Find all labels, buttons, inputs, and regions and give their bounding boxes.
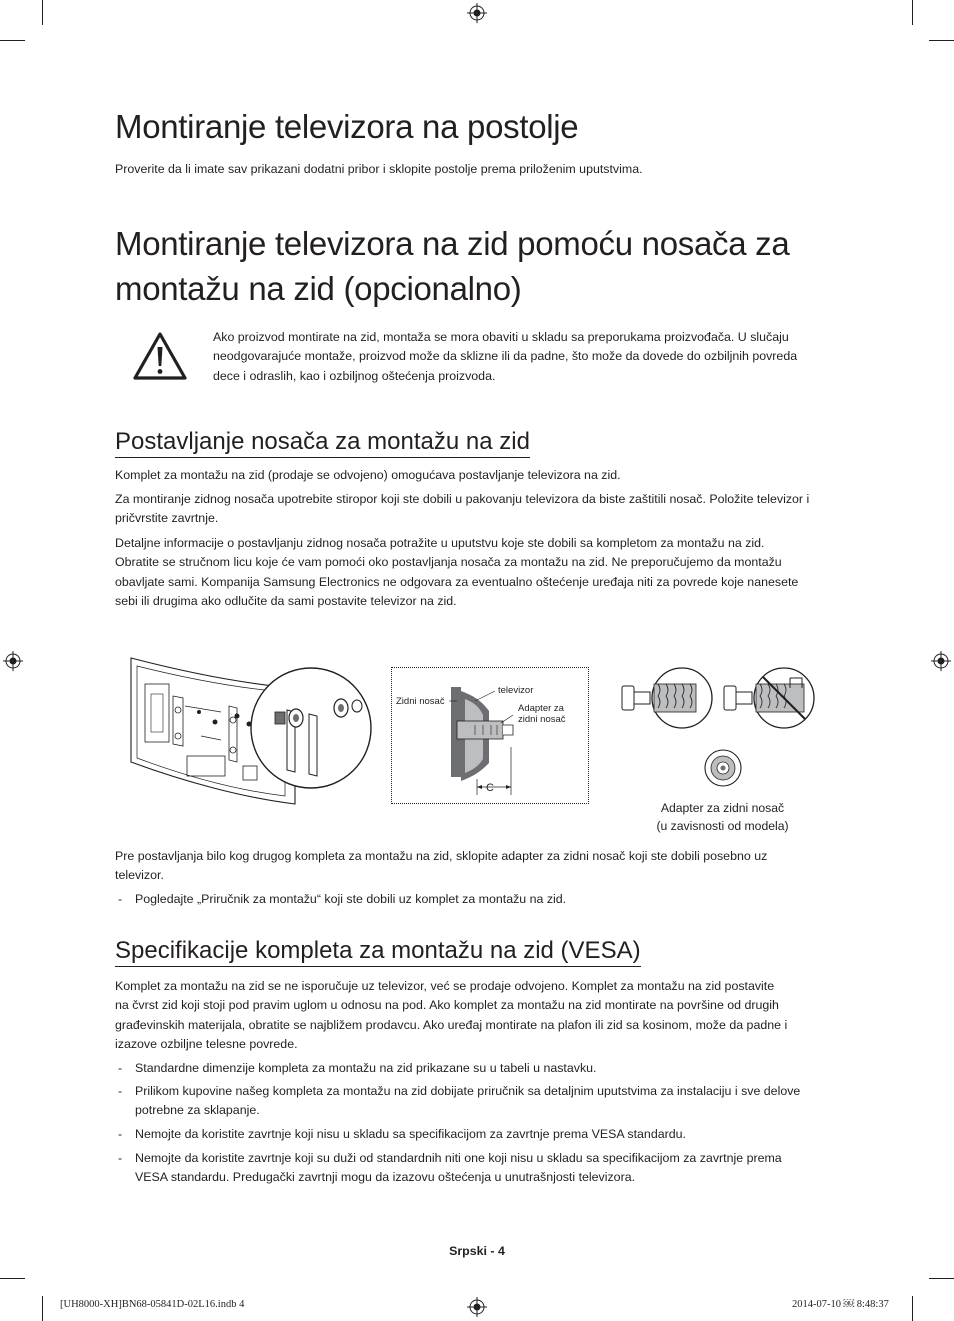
mount-paragraph-3: Detaljne informacije o postavljanju zidnog nosača potražite u uputstvu koje ste dobili sa kompletom za montažu na zid. Obratite se stručnom licu koje će vam pomoći oko postavljanja nosača za montažu na zid. Ne preporučujemo da montažu obavljate sami. Kompanija Samsung Electronics ne odgovara za eventualno oštećenje uređaja niti za povrede koje nanesete sebi ili drugima ako odlučite da sami postavite televizor na zid. [115,536,799,609]
crop-mark [912,0,913,25]
warning-text: Ako proizvod montirate na zid, montaža se mora obaviti u skladu sa preporukama proizvođača. U slučaju neodgovarajuće montaže, proizvod može da sklizne ili da padne, što može da dovede do ozbiljnih povreda dece i odraslih, kao i ozbiljnog oštećenja proizvoda. [213,330,798,383]
adapter-paragraph: Pre postavljanja bilo kog drugog kompleta za montažu na zid, sklopite adapter za zidni nosač koji ste dobili posebno uz televizor. [115,849,768,883]
label-tv: televizor [498,685,534,696]
crop-mark [0,1278,25,1279]
vesa-bullet-1: - Standardne dimenzije kompleta za montažu na zid prikazane su u tabeli u nastavku. [118,1061,597,1075]
vesa-paragraph: Komplet za montažu na zid se ne isporučuje uz televizor, već se prodaje odvojeno. Komplet za montažu na zid postavite na čvrst zid koji stoji pod pravim uglom u odnosu na pod. Ako komplet za montažu na zid montirate na površine od drugih građevinskih materijala, obratite se najbližem prodavcu. Ako uređaj montirate na plafon ili zid sa kosinom, može da padne i izazove ozbiljne telesne povrede. [115,979,788,1052]
vesa-bullet-4: - Nemojte da koristite zavrtnje koji su duži od standardnih niti one koji nisu u skladu sa specifikacijom za zavrtnje prema VESA standardu. Predugački zavrtnji mogu da izazovu oštećenja u unutrašnjosti televizora. [118,1151,782,1185]
label-bracket: Zidni nosač [396,696,445,707]
crop-mark [42,1296,43,1321]
vesa-bullet-2: - Prilikom kupovine našeg kompleta za montažu na zid dobijate priručnik sa detaljnim uputstvima za instalaciju i sve delove potrebne za sklapanje. [118,1084,801,1118]
warning-icon [132,331,188,381]
incorrect-screw-icon [718,664,816,732]
correct-screw-icon [616,664,714,732]
section-title-wall-mount-line1: Montiranje televizora na zid pomoću nosača za [115,225,790,262]
crop-mark [0,40,25,41]
registration-mark-icon [3,651,23,671]
page-title: Montiranje televizora na postolje [115,108,579,145]
tv-back-illustration [125,654,387,806]
vesa-bullet-3: - Nemojte da koristite zavrtnje koji nisu u skladu sa specifikacijom za zavrtnje prema VESA standardu. [118,1127,686,1141]
label-adapter: Adapter za zidni nosač [518,703,566,725]
registration-mark-icon [467,1297,487,1317]
section-heading-vesa: Specifikacije kompleta za montažu na zid (VESA) [115,937,641,967]
registration-mark-icon [467,3,487,23]
wall-adapter-icon [703,742,743,794]
section-heading-mount: Postavljanje nosača za montažu na zid [115,428,530,458]
intro-text: Proverite da li imate sav prikazani dodatni pribor i sklopite postolje prema priloženim uputstvima. [115,162,643,176]
mount-paragraph-2: Za montiranje zidnog nosača upotrebite stiropor koji ste dobili u pakovanju televizora da biste zaštitili nosač. Položite televizor i pričvrstite zavrtnje. [115,492,810,526]
adapter-caption: Adapter za zidni nosač (u zavisnosti od modela) [656,801,789,833]
print-slug-right: 2014-07-10 ￼ 8:48:37 [792,1299,889,1310]
print-slug-left: [UH8000-XH]BN68-05841D-02L16.indb 4 [60,1299,245,1310]
crop-mark [912,1296,913,1321]
mount-paragraph-1: Komplet za montažu na zid (prodaje se odvojeno) omogućava postavljanje televizora na zid. [115,468,621,482]
registration-mark-icon [931,651,951,671]
page-number: Srpski - 4 [449,1244,505,1258]
adapter-bullet: - Pogledajte „Priručnik za montažu“ koji ste dobili uz komplet za montažu na zid. [118,892,567,906]
crop-mark [929,40,954,41]
crop-mark [929,1278,954,1279]
crop-mark [42,0,43,25]
section-title-wall-mount-line2: montažu na zid (opcionalno) [115,270,522,307]
label-dimension-c: C [486,782,494,794]
